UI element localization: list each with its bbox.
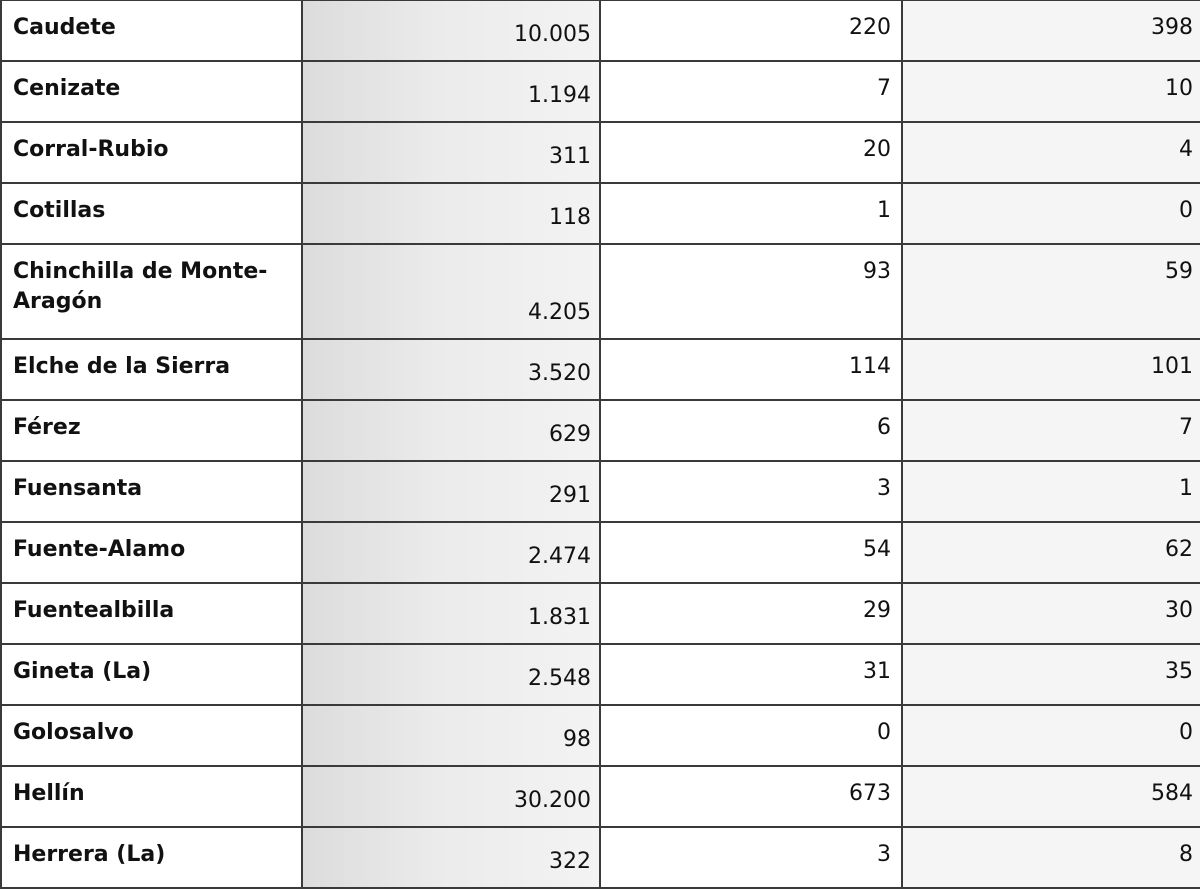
population-cell: 118 — [302, 183, 600, 244]
value-b-cell: 4 — [902, 122, 1200, 183]
table-row — [1, 0, 1200, 61]
table-row — [1, 644, 1200, 705]
value-a-cell: 3 — [600, 827, 902, 888]
municipality-name-cell: Fuente-Alamo — [1, 522, 302, 583]
value-b-cell: 62 — [902, 522, 1200, 583]
population-cell: 30.200 — [302, 766, 600, 827]
value-a-cell: 93 — [600, 244, 902, 339]
table-row — [1, 122, 1200, 183]
value-b-cell: 8 — [902, 827, 1200, 888]
value-b-cell: 35 — [902, 644, 1200, 705]
population-cell: 322 — [302, 827, 600, 888]
municipality-name-cell: Férez — [1, 400, 302, 461]
municipality-name-cell: Caudete — [1, 0, 302, 61]
population-cell: 3.520 — [302, 339, 600, 400]
value-a-cell: 0 — [600, 705, 902, 766]
population-cell: 311 — [302, 122, 600, 183]
municipality-name-cell: Golosalvo — [1, 705, 302, 766]
value-a-cell: 20 — [600, 122, 902, 183]
table-row — [1, 583, 1200, 644]
value-b-cell: 0 — [902, 183, 1200, 244]
table-row — [1, 461, 1200, 522]
value-b-cell: 0 — [902, 705, 1200, 766]
table-row — [1, 183, 1200, 244]
value-b-cell: 59 — [902, 244, 1200, 339]
value-a-cell: 54 — [600, 522, 902, 583]
population-cell: 1.831 — [302, 583, 600, 644]
value-a-cell: 673 — [600, 766, 902, 827]
population-cell: 1.194 — [302, 61, 600, 122]
value-a-cell: 3 — [600, 461, 902, 522]
value-a-cell: 1 — [600, 183, 902, 244]
population-cell: 291 — [302, 461, 600, 522]
table-row — [1, 766, 1200, 827]
table-row — [1, 522, 1200, 583]
value-a-cell: 220 — [600, 0, 902, 61]
table-body — [1, 0, 1200, 888]
value-a-cell: 31 — [600, 644, 902, 705]
municipality-name-cell: Elche de la Sierra — [1, 339, 302, 400]
table-row — [1, 705, 1200, 766]
value-a-cell: 114 — [600, 339, 902, 400]
municipality-name-cell: Chinchilla de Monte-Aragón — [1, 244, 302, 339]
population-cell: 2.474 — [302, 522, 600, 583]
value-b-cell: 101 — [902, 339, 1200, 400]
table-row — [1, 339, 1200, 400]
table-row — [1, 244, 1200, 339]
value-a-cell: 7 — [600, 61, 902, 122]
table-row — [1, 61, 1200, 122]
population-cell: 4.205 — [302, 244, 600, 339]
table-row — [1, 827, 1200, 888]
municipality-name-cell: Cenizate — [1, 61, 302, 122]
municipality-name-cell: Herrera (La) — [1, 827, 302, 888]
value-b-cell: 1 — [902, 461, 1200, 522]
value-b-cell: 7 — [902, 400, 1200, 461]
municipality-name-cell: Gineta (La) — [1, 644, 302, 705]
value-b-cell: 584 — [902, 766, 1200, 827]
population-cell: 10.005 — [302, 0, 600, 61]
value-b-cell: 10 — [902, 61, 1200, 122]
municipality-name-cell: Fuentealbilla — [1, 583, 302, 644]
municipality-name-cell: Corral-Rubio — [1, 122, 302, 183]
table-row — [1, 400, 1200, 461]
value-b-cell: 398 — [902, 0, 1200, 61]
municipality-name-cell: Cotillas — [1, 183, 302, 244]
municipality-name-cell: Hellín — [1, 766, 302, 827]
value-a-cell: 29 — [600, 583, 902, 644]
population-cell: 2.548 — [302, 644, 600, 705]
population-cell: 98 — [302, 705, 600, 766]
population-cell: 629 — [302, 400, 600, 461]
value-b-cell: 30 — [902, 583, 1200, 644]
value-a-cell: 6 — [600, 400, 902, 461]
municipality-name-cell: Fuensanta — [1, 461, 302, 522]
